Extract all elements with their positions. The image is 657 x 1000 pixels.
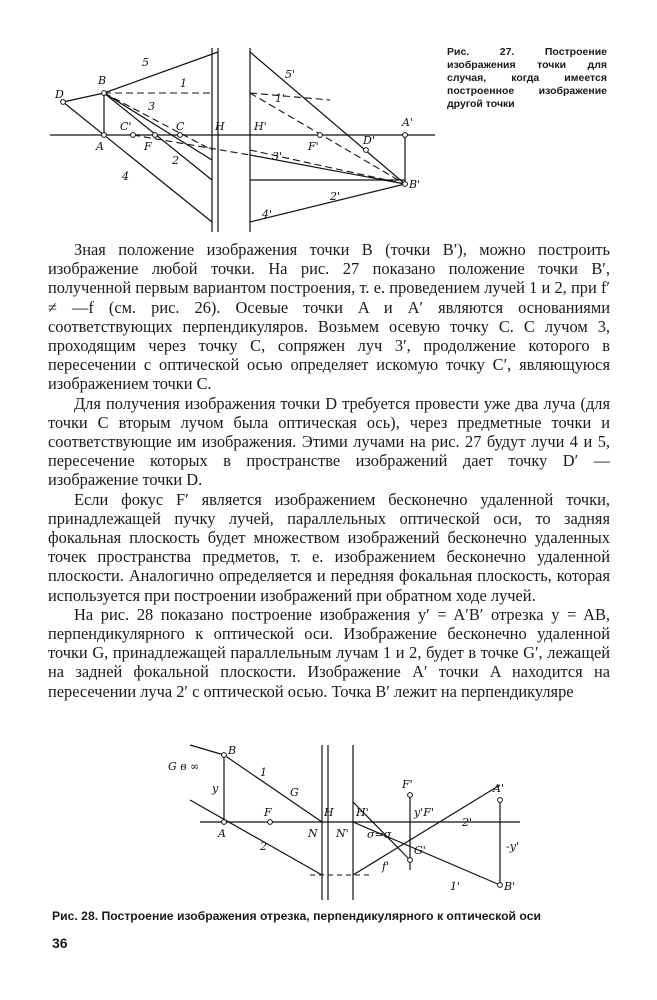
- figure-28: [160, 740, 540, 905]
- label-y-prime: -y': [506, 840, 519, 853]
- label-H-prime: H': [356, 806, 369, 819]
- label-B: B: [228, 744, 237, 757]
- paragraph-2: Для получения изображения точки D требуется провести уже два луча (для точки C вторым лучом была оптическая ось), через предметные точки и соответствующие им изображения. Этими лучами на рис. 27 будут лучи 4 и 5, пересечение которых в пространстве изображений дает точку D′ — изображение точки D.: [48, 393, 610, 490]
- label-y: y: [212, 782, 219, 795]
- label-ray-2-prime: 2': [330, 190, 341, 203]
- figure-27: [40, 40, 440, 235]
- label-H: H: [324, 806, 334, 819]
- label-G-inf: G в ∞: [168, 760, 200, 773]
- figure-28-diagram: [160, 740, 540, 905]
- label-A-prime: A': [493, 782, 504, 795]
- label-ray-1-prime: 1': [450, 880, 461, 893]
- point-B-prime: [403, 182, 408, 187]
- label-H-prime: H': [254, 120, 267, 133]
- label-B: B: [98, 74, 107, 87]
- label-C-prime: C': [120, 120, 132, 133]
- label-ray-1-prime: 1': [275, 92, 286, 105]
- point-F-prime: [318, 133, 323, 138]
- label-F: F: [264, 806, 272, 819]
- figure-27-diagram: [40, 40, 440, 235]
- label-ray-1: 1: [260, 766, 267, 779]
- label-C: C: [176, 120, 185, 133]
- label-F-prime: F': [308, 140, 319, 153]
- point-C-prime: [131, 133, 136, 138]
- label-ray-3-prime: 3': [272, 150, 283, 163]
- label-D-prime: D': [363, 134, 375, 147]
- label-ray-4-prime: 4': [262, 208, 273, 221]
- figure-28-caption: Рис. 28. Построение изображения отрезка, перпендикулярного к оптической оси: [52, 909, 541, 923]
- label-H: H: [215, 120, 225, 133]
- label-ray-3: 3: [148, 100, 155, 113]
- point-B: [102, 91, 107, 96]
- label-A-prime: A': [402, 116, 413, 129]
- label-G: G: [290, 786, 299, 799]
- label-ray-5-prime: 5': [285, 68, 296, 81]
- page-number: 36: [52, 935, 68, 951]
- paragraph-4: На рис. 28 показано построение изображения y′ = A′B′ отрезка y = AB, перпендикулярного к оптической оси. Изображение бесконечно удаленной точки G, принадлежащей параллельным лучам 1 и 2, будет в точке G′, лежащей на задней фокальной плоскости. Изображение A′ точки A находится на пересечении луча 2′ с оптической осью. Точка B′ лежит на перпендикуляре: [48, 604, 610, 701]
- label-D: D: [55, 88, 64, 101]
- point-C: [178, 133, 183, 138]
- point-A: [102, 133, 107, 138]
- body-text: [48, 240, 610, 701]
- label-F-prime: F': [402, 778, 413, 791]
- label-B-prime: B': [504, 880, 516, 893]
- label-N-prime: N': [336, 827, 349, 840]
- label-G-prime: G': [414, 844, 426, 857]
- label-B-prime: B': [409, 178, 421, 191]
- label-A: A: [96, 140, 104, 153]
- figure-27-caption: Рис. 27. Построение изображения точки для случая, когда имеется построенное изображение другой точки: [447, 46, 607, 110]
- label-sigma: σ=σ: [367, 828, 392, 841]
- label-ray-4: 4: [122, 170, 129, 183]
- paragraph-1: Зная положение изображения точки B (точки B′), можно построить изображение любой точки. На рис. 27 показано положение точки B′, полученной первым вариантом построения, т. е. проведением лучей 1 и 2, при f′ ≠ —f (см. рис. 26). Осевые точки A и A′ являются основаниями соответствующих перпендикуляров. Возьмем осевую точку C. С лучом 3, проходящим через точку C, сопряжен луч 3′, продолжение которого в пересечении с оптической осью определяет искомую точку C′, являющуюся изображением точки C.: [48, 240, 610, 394]
- label-ray-1: 1: [180, 77, 187, 90]
- label-A: A: [218, 827, 226, 840]
- label-F: F: [144, 140, 152, 153]
- label-y-F-prime: y'F': [414, 806, 434, 819]
- point-D-prime: [364, 148, 369, 153]
- label-N: N: [308, 827, 318, 840]
- label-ray-2: 2: [260, 840, 267, 853]
- label-ray-5: 5: [142, 56, 149, 69]
- point-A-prime: [403, 133, 408, 138]
- label-ray-2-prime: 2': [462, 816, 473, 829]
- label-f-prime: f': [382, 860, 390, 873]
- label-ray-2: 2: [172, 154, 179, 167]
- paragraph-3: Если фокус F′ является изображением бесконечно удаленной точки, принадлежащей пучку лучей, параллельных оптической оси, то задняя фокальная плоскость будет множеством изображений бесконечно удаленных точек пространства предметов, т. е. изображением бесконечно удаленной плоскости. Аналогично определяется и передняя фокальная плоскость, которая используется при построении изображений при обратном ходе лучей.: [48, 489, 610, 605]
- point-F: [153, 133, 158, 138]
